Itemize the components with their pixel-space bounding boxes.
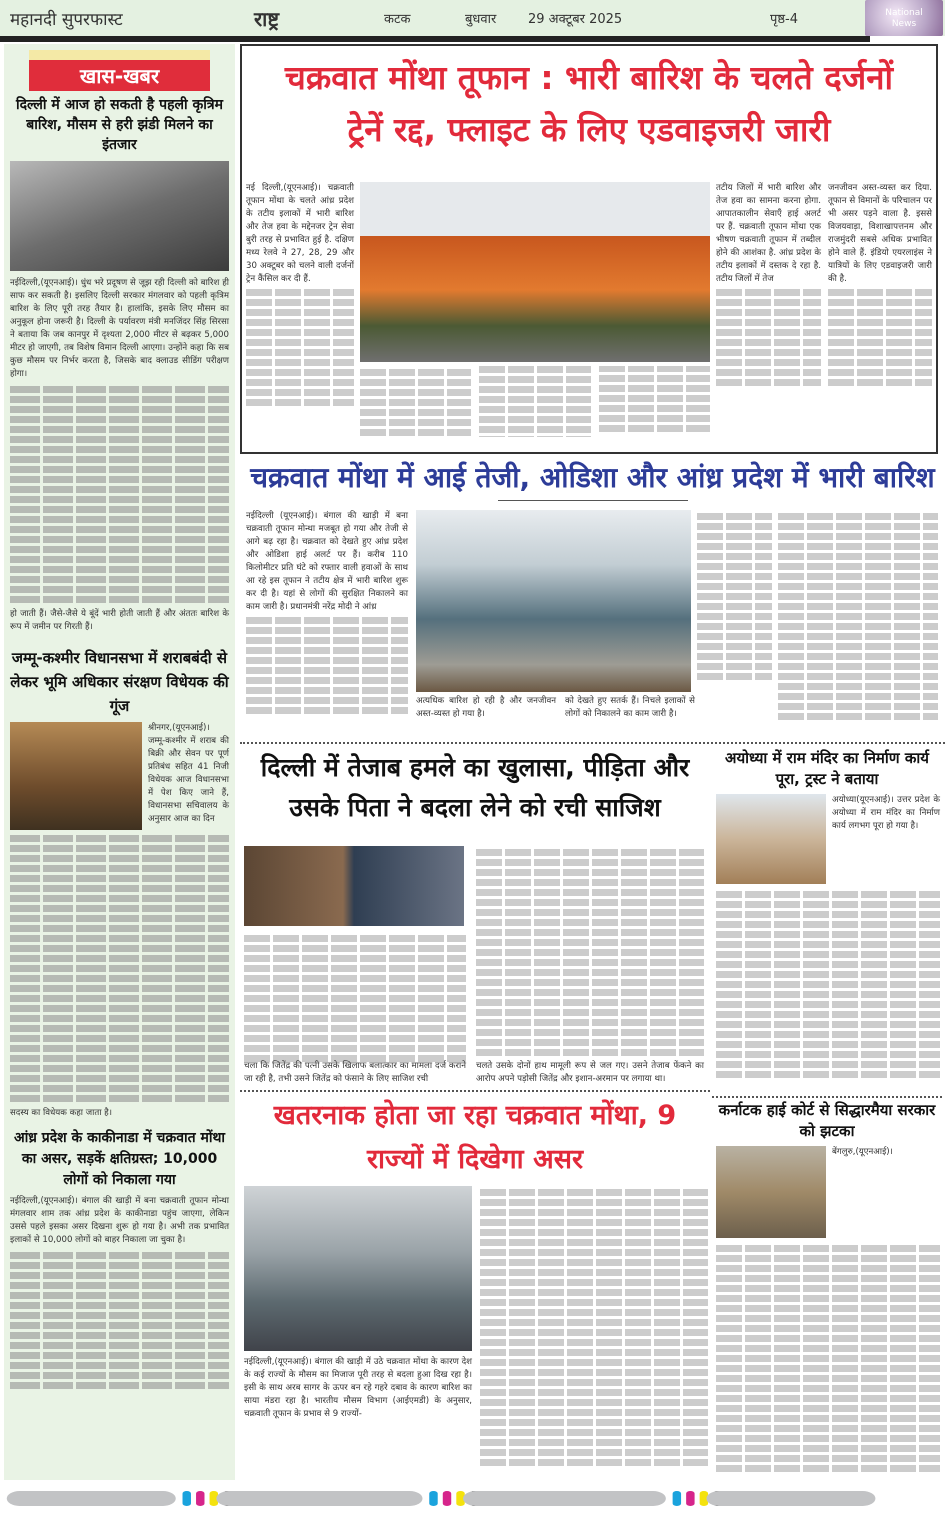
odisha-caption2: को देखते हुए सतर्क हैं। निचले इलाकों से लोगों को निकालने का काम जारी है। [565, 696, 695, 719]
story-headline-delhi-rain[interactable]: दिल्ली में आज हो सकती है पहली कृत्रिम बारिश, मौसम से हरी झंडी मिलने का इंतजार [16, 97, 223, 153]
acid-photo [244, 846, 464, 926]
story-ending-jk: सदस्य का विधेयक कहा जाता है। [10, 1108, 112, 1118]
odisha-col3 [697, 510, 772, 692]
lead-col1-text: नई दिल्ली,(यूएनआई)। चक्रवाती तूफान मोंथा के चलते आंध्र प्रदेश के तटीय इलाकों में भारी बारिश और तेज हवा के मद्देनजर ट्रेन सेवा बुरी तरह से प्रभावित हुई है. दक्षिण मध्य रेलवे ने 27, 28, 29 और 30 अक्टूबर को चलने वाली दर्जनों ट्रेन कैंसिल कर दी हैं. [246, 183, 354, 284]
lead-headline-line2[interactable]: ट्रेनें रद्द, फ्लाइट के लिए एडवाइजरी जारी [347, 110, 831, 149]
temple-photo [716, 794, 826, 884]
odisha-col4 [778, 510, 938, 735]
lead-col5-text: जनजीवन अस्त-व्यस्त कर दिया. तूफान से विमानों के परिचालन पर भी असर पड़ने वाला है. इससे विजयवाड़ा, विशाखापत्तनम और राजमुंदरी सबसे अधिक प्रभावित होने वाले हैं. इंडियो एयरलाइंस ने यात्रियों के लिए एडवाइजरी जारी की है. [828, 183, 932, 284]
rain-photo [10, 161, 229, 271]
print-registration-bar [0, 1489, 945, 1509]
divider [240, 742, 945, 744]
story-body-delhi-rain: नईदिल्ली,(यूएनआई)। धुंध भरे प्रदूषण से जूझ रही दिल्ली को बारिश ही साफ कर सकती है। इसलिए दिल्ली सरकार मंगलवार को पहली कृत्रिम बारिश के लिए पूरी तरह तैयार है। हालांकि, इसके लिए मौसम का अनुकूल होना जरूरी है। दिल्ली के पर्यावरण मंत्री मनजिंदर सिंह सिरसा ने बताया कि जब कानपुर में दृश्यता 2,000 मीटर से बढ़कर 5,000 मीटर हो जाएगी, तब विशेष विमान दिल्ली आएगा। उन्होंने कहा कि सब कुछ मौसम पर निर्भर करता है, जिसके बाद क्लाउड सीडिंग परीक्षण होगा। [10, 278, 229, 379]
ayodhya-dateline: अयोध्या(यूएनआई)। उत्तर प्रदेश के अयोध्या में राम मंदिर का निर्माण कार्य लगभग पूरा हो गया है। [832, 795, 940, 831]
page-number: पृष्ठ-4 [770, 12, 799, 27]
cyclone9-headline-line2: राज्यों में दिखेगा असर [366, 1144, 583, 1175]
cyclone9-body: नईदिल्ली,(यूएनआई)। बंगाल की खाड़ी में उठे चक्रवात मोंथा के कारण देश के कई राज्यों के मौसम का मिजाज पूरी तरह से बदला हुआ दिख रहा है। इसी के साथ अरब सागर के ऊपर बन रहे गहरे दबाव के कारण बारिश का साया मंडरा रहा है। भारतीय मौसम विभाग (आईएमडी) के अनुसार, चक्रवाती तूफान के प्रभाव से 9 राज्यों- [244, 1357, 472, 1419]
acid-end1: चला कि जितेंद्र की पत्नी उसके खिलाफ बलात्कार का मामला दर्ज कराने जा रही है, तभी उसने जितेंद्र को फंसाने के लिए साजिश रची [244, 1061, 466, 1084]
story-filler [4, 1252, 235, 1389]
acid-col2 [476, 846, 704, 1060]
page-header [0, 0, 945, 36]
lead-col4-text: तटीय जिलों में भारी बारिश और तेज हवा का सामना करना होगा. आपातकालीन सेवाएँ हाई अलर्ट पर हैं. चक्रवाती तूफान मोंथा एक भीषण चक्रवाती तूफान में तब्दील होने की आशंका है. आंध्र प्रदेश के तटीय इलाकों में दस्तक दे रहा है. तटीय जिलों में तेज [716, 183, 821, 284]
story-odisha [240, 458, 945, 505]
acid-headline-line1: दिल्ली में तेजाब हमले का खुलासा, पीड़िता और [260, 753, 690, 782]
lead-col5 [828, 182, 932, 389]
odisha-headline[interactable]: चक्रवात मोंथा में आई तेजी, ओडिशा और आंध्र प्रदेश में भारी बारिश [250, 461, 935, 494]
karnataka-photo [716, 1146, 826, 1238]
ayodhya-headline[interactable]: अयोध्या में राम मंदिर का निर्माण कार्य पूरा, ट्रस्ट ने बताया [725, 749, 929, 788]
train-photo [360, 182, 710, 362]
karnataka-dateline: बेंगलुरु,(यूएनआई)। [832, 1147, 893, 1157]
badge-line2: News [891, 19, 917, 29]
karnataka-headline[interactable]: कर्नाटक हाई कोर्ट से सिद्धारमैया सरकार को झटका [718, 1101, 936, 1140]
cyclone9-col2 [480, 1186, 708, 1476]
divider [240, 1090, 710, 1092]
newspaper-brand: महानदी सुपरफास्ट [10, 9, 123, 30]
cyclone9-headline-line1: खतरनाक होता जा रहा चक्रवात मोंथा, 9 [273, 1100, 677, 1131]
kakinada-photo [244, 1186, 472, 1351]
badge-line1: National [885, 8, 923, 18]
left-column [4, 44, 235, 1480]
edition-city: कटक [384, 12, 411, 27]
lead-story-box [240, 44, 938, 454]
lead-headline-line1[interactable]: चक्रवात मोंथा तूफान : भारी बारिश के चलते दर्जनों [284, 58, 894, 97]
national-news-badge [865, 0, 943, 36]
header-rule [0, 36, 870, 42]
acid-headline-line2: उसके पिता ने बदला लेने को रची साजिश [289, 793, 661, 822]
lead-col1 [246, 182, 354, 409]
ayodhya-body [716, 888, 940, 1084]
lead-col2-3 [360, 366, 710, 448]
storm-photo [416, 510, 691, 692]
story-body-jk: श्रीनगर,(यूएनआई)। जम्मू-कश्मीर में शराब की बिक्री और सेवन पर पूर्ण प्रतिबंध सहित 41 निजी विधेयक आज विधानसभा में पेश किए जाने हैं, विधानसभा सचिवालय के अनुसार आज का दिन [148, 723, 229, 824]
edition-day: बुधवार [465, 12, 497, 27]
acid-headline[interactable] [240, 748, 710, 828]
story-headline-jk[interactable]: जम्मू-कश्मीर विधानसभा में शराबबंदी से लेकर भूमि अधिकार संरक्षण विधेयक की गूंज [10, 649, 229, 715]
story-ending-delhi-rain: हो जाती हैं। जैसे-जैसे ये बूंदें भारी होती जाती हैं और अंततः बारिश के रूप में जमीन पर गिरती हैं। [10, 609, 229, 632]
odisha-body: नईदिल्ली (यूएनआई)। बंगाल की खाड़ी में बना चक्रवाती तूफान मोन्था मजबूत हो गया और तेजी से आगे बढ़ रहा है। चक्रवात को देखते हुए आंध्र प्रदेश और ओडिशा हाई अलर्ट पर हैं। करीब 110 किलोमीटर प्रति घंटे को रफ्तार वाली हवाओं के साथ आ रहे इस तूफान ने तटीय क्षेत्र में भारी बारिश शुरू कर दी है। यहां से लोगों की सुरक्षित निकालने का काम जारी है। प्रधानमंत्री नरेंद्र मोदी ने आंध्र [246, 511, 408, 612]
section-title: राष्ट्र [254, 6, 280, 31]
story-headline-kakinada[interactable]: आंध्र प्रदेश के काकीनाडा में चक्रवात मोंथा का असर, सड़कें क्षतिग्रस्त; 10,000 लोगों को निकाला गया [13, 1130, 226, 1188]
story-filler [4, 835, 235, 1102]
acid-end2: चलते उसके दोनों हाथ मामूली रूप से जल गए। उसने तेजाब फेंकने का आरोप अपने पड़ोसी जितेंद्र और इशान-अरमान पर लगाया था। [476, 1061, 704, 1084]
story-body-kakinada: नईदिल्ली,(यूएनआई)। बंगाल की खाड़ी में बना चक्रवाती तूफान मोन्था मंगलवार शाम तक आंध्र प्रदेश के काकीनाडा पहुंच जाएगा, लेकिन उससे पहले इसका असर दिखना शुरू हो गया है। अभी तक प्रभावित इलाकों से 10,000 लोगों को बाहर निकाला जा चुका है। [10, 1196, 229, 1245]
assembly-photo [10, 722, 142, 830]
karnataka-body [716, 1242, 940, 1478]
odisha-col1 [246, 510, 408, 717]
lead-col4 [716, 182, 821, 389]
khas-khabar-label: खास-खबर [29, 50, 210, 91]
acid-col1 [244, 932, 466, 1062]
divider [712, 1096, 942, 1098]
story-filler [4, 386, 235, 603]
edition-date: 29 अक्टूबर 2025 [528, 12, 623, 27]
cyclone9-headline[interactable] [240, 1094, 710, 1182]
odisha-caption: अत्यधिक बारिश हो रही है और जनजीवन अस्त-व्यस्त हो गया है। [416, 696, 556, 719]
